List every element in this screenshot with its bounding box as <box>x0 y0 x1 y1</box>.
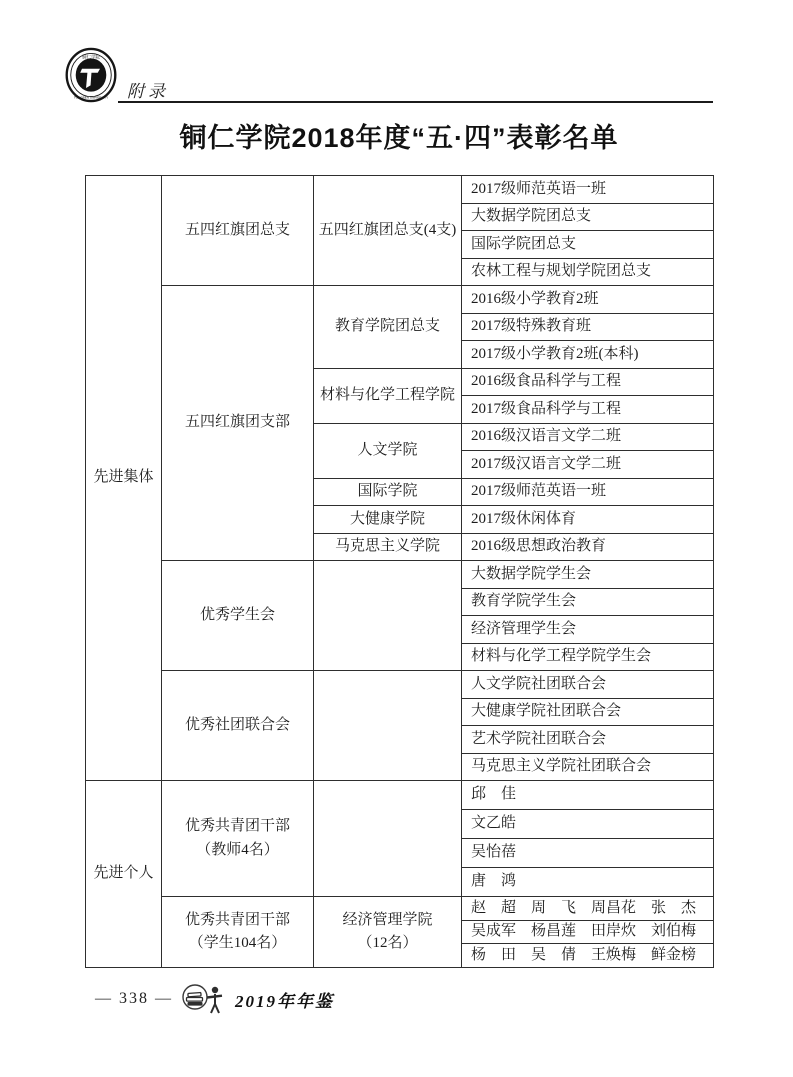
recipient-cell: 杨 田 吴 倩 王焕梅 鲜金榜 <box>462 944 714 968</box>
recipient-cell: 吴成军 杨昌莲 田岸炊 刘伯梅 <box>462 920 714 944</box>
recipient-cell: 文乙皓 <box>462 810 714 839</box>
recipient-cell: 2017级师范英语一班 <box>462 478 714 506</box>
table-row <box>86 176 714 204</box>
award-line: 优秀共青团干部 <box>184 818 290 835</box>
recipient-cell: 教育学院学生会 <box>462 588 714 616</box>
award-cell: 优秀社团联合会 <box>162 671 314 781</box>
recipient-cell: 赵 超 周 飞 周昌花 张 杰 <box>462 897 714 921</box>
header-divider <box>118 101 713 103</box>
recipient-cell: 大数据学院学生会 <box>462 561 714 589</box>
award-line: （学生104名） <box>188 934 287 951</box>
unit-cell: 五四红旗团总支(4支) <box>314 176 462 286</box>
unit-cell: 大健康学院 <box>314 506 462 534</box>
unit-cell: 马克思主义学院 <box>314 533 462 561</box>
table-row <box>86 561 714 589</box>
unit-cell-empty <box>314 671 462 781</box>
unit-cell: 教育学院团总支 <box>314 286 462 369</box>
unit-cell-empty <box>314 561 462 671</box>
unit-line: 经济管理学院 <box>342 911 433 928</box>
commendation-table <box>85 175 714 968</box>
page-number: — 338 — <box>95 990 173 1007</box>
page-footer <box>95 982 334 1016</box>
svg-text:TONGREN UNIVERSITY: TONGREN UNIVERSITY <box>73 95 109 100</box>
recipient-cell: 邱 佳 <box>462 781 714 810</box>
recipient-cell: 经济管理学生会 <box>462 616 714 644</box>
university-seal-logo <box>64 46 118 104</box>
recipient-cell: 吴怡蓓 <box>462 839 714 868</box>
recipient-cell: 2017级特殊教育班 <box>462 313 714 341</box>
recipient-cell: 马克思主义学院社团联合会 <box>462 753 714 781</box>
award-cell: 五四红旗团支部 <box>162 286 314 561</box>
unit-cell: 国际学院 <box>314 478 462 506</box>
page-title: 铜仁学院2018年度“五·四”表彰名单 <box>179 123 619 153</box>
recipient-cell: 2016级汉语言文学二班 <box>462 423 714 451</box>
category-cell: 先进个人 <box>86 781 162 968</box>
table-row <box>86 671 714 699</box>
recipient-cell: 艺术学院社团联合会 <box>462 726 714 754</box>
recipient-cell: 大健康学院社团联合会 <box>462 698 714 726</box>
svg-text:铜仁学院: 铜仁学院 <box>82 54 100 60</box>
category-cell: 先进集体 <box>86 176 162 781</box>
table-row <box>86 897 714 921</box>
table-row <box>86 286 714 314</box>
yearbook-icon <box>182 982 226 1016</box>
unit-cell <box>314 897 462 968</box>
recipient-cell: 2016级食品科学与工程 <box>462 368 714 396</box>
recipient-cell: 材料与化学工程学院学生会 <box>462 643 714 671</box>
unit-cell: 材料与化学工程学院 <box>314 368 462 423</box>
award-line: （教师4名） <box>196 841 279 858</box>
recipient-cell: 大数据学院团总支 <box>462 203 714 231</box>
award-line: 优秀共青团干部 <box>184 911 290 928</box>
recipient-cell: 2016级思想政治教育 <box>462 533 714 561</box>
appendix-label: 附录 <box>127 82 169 101</box>
recipient-cell: 2017级小学教育2班(本科) <box>462 341 714 369</box>
award-cell <box>162 781 314 897</box>
recipient-cell: 2016级小学教育2班 <box>462 286 714 314</box>
table-row <box>86 781 714 810</box>
recipient-cell: 2017级汉语言文学二班 <box>462 451 714 479</box>
recipient-cell: 国际学院团总支 <box>462 231 714 259</box>
yearbook-title: 2019年年鉴 <box>235 991 334 1011</box>
award-cell: 五四红旗团总支 <box>162 176 314 286</box>
unit-cell: 人文学院 <box>314 423 462 478</box>
recipient-cell: 2017级师范英语一班 <box>462 176 714 204</box>
unit-line: （12名） <box>357 934 418 951</box>
recipient-cell: 农林工程与规划学院团总支 <box>462 258 714 286</box>
award-cell: 优秀学生会 <box>162 561 314 671</box>
recipient-cell: 唐 鸿 <box>462 868 714 897</box>
recipient-cell: 人文学院社团联合会 <box>462 671 714 699</box>
award-cell <box>162 897 314 968</box>
recipient-cell: 2017级食品科学与工程 <box>462 396 714 424</box>
unit-cell-empty <box>314 781 462 897</box>
recipient-cell: 2017级休闲体育 <box>462 506 714 534</box>
